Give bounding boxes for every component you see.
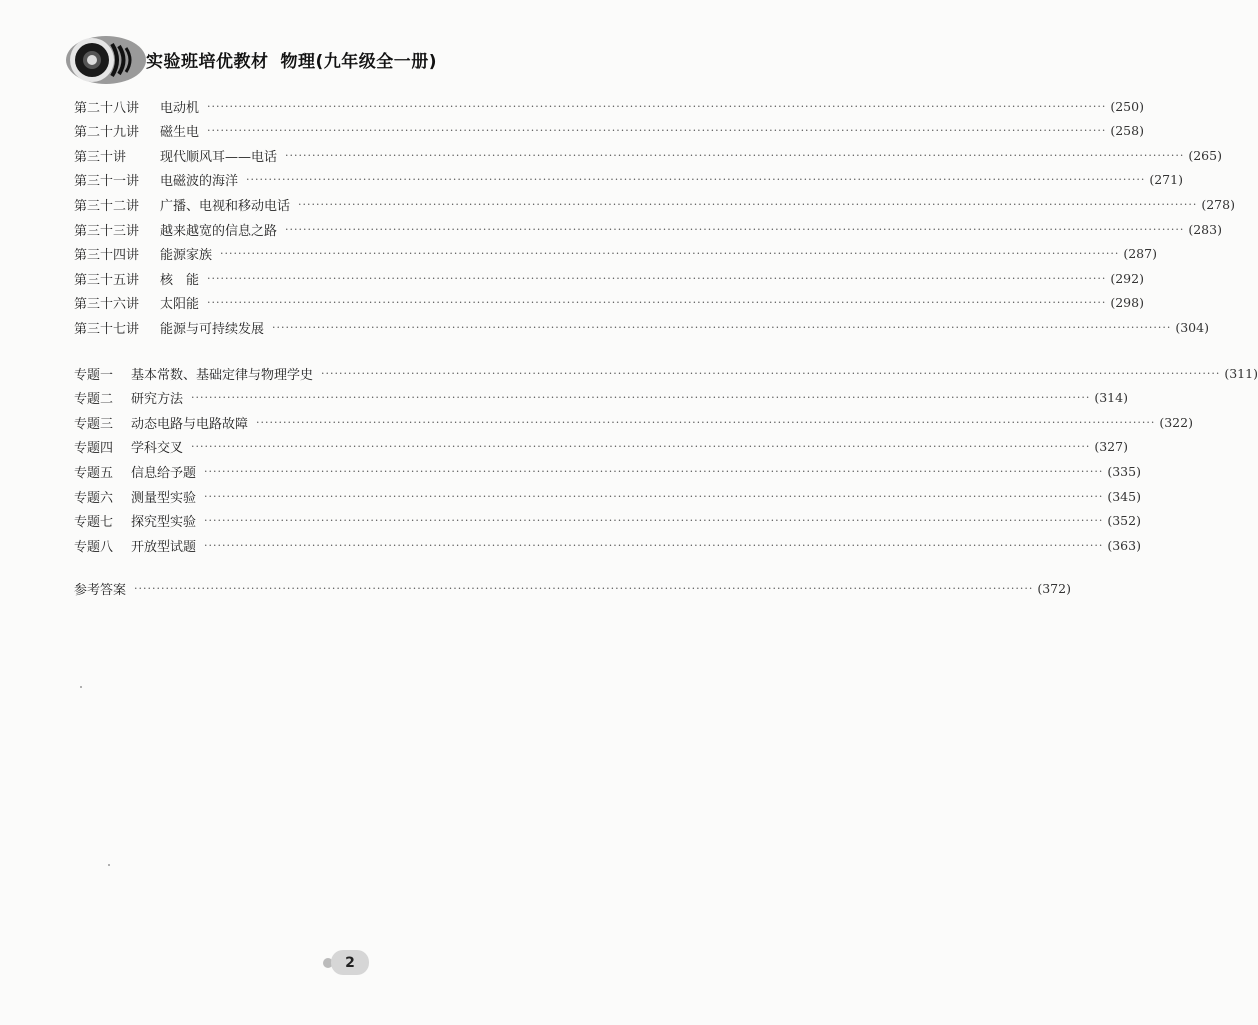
scan-speck [80, 686, 82, 688]
subject-title: 物理(九年级全一册) [280, 52, 438, 72]
toc-entry-label: 第三十讲 [74, 149, 127, 165]
toc-entry-page: (372) [1037, 580, 1071, 596]
dot-leader: ········································································································································································································ [204, 538, 1104, 552]
toc-entry-page: (352) [1107, 513, 1141, 529]
toc-entry-page: (258) [1110, 123, 1144, 139]
dot-leader: ········································································································································································································ [220, 247, 1120, 261]
toc-entry-label: 专题八 [74, 539, 114, 555]
toc-entry-title: 太阳能 [160, 297, 200, 313]
page-number-badge: 2 [331, 950, 369, 975]
toc-entry-label: 专题四 [74, 441, 114, 457]
toc-entry-page: (271) [1149, 172, 1183, 188]
toc-lecture-entry [74, 145, 1222, 165]
toc-entry-title: 动态电路与电路故障 [131, 416, 249, 432]
dot-leader: ········································································································································································································ [134, 581, 1034, 595]
toc-entry-label: 第二十八讲 [74, 100, 140, 116]
toc-lecture-entry [74, 268, 1144, 288]
toc-entry-page: (283) [1188, 221, 1222, 237]
scan-speck [108, 864, 110, 866]
dot-leader: ········································································································································································································ [207, 124, 1107, 138]
toc-entry-page: (327) [1094, 439, 1128, 455]
toc-entry-title: 参考答案 [74, 582, 127, 598]
toc-entry-label: 第三十六讲 [74, 297, 140, 313]
dot-leader: ········································································································································································································ [272, 320, 1172, 334]
toc-entry-label: 第三十三讲 [74, 223, 140, 239]
toc-entry-title: 能源与可持续发展 [160, 321, 265, 337]
toc-topic-entry [74, 535, 1141, 555]
toc-lecture-entry [74, 244, 1157, 264]
toc-entry-title: 电动机 [160, 100, 200, 116]
dot-leader: ········································································································································································································ [285, 148, 1185, 162]
dot-leader: ········································································································································································································ [246, 173, 1146, 187]
toc-entry-title: 越来越宽的信息之路 [160, 223, 278, 239]
toc-entry-title: 电磁波的海洋 [160, 174, 239, 190]
dot-leader: ········································································································································································································ [204, 489, 1104, 503]
toc-topic-entry [74, 363, 1258, 383]
dot-leader: ········································································································································································································ [191, 440, 1091, 454]
header-title [146, 47, 437, 72]
toc-entry-label: 专题六 [74, 490, 114, 506]
toc-entry-label: 专题三 [74, 416, 114, 432]
dot-leader: ········································································································································································································ [321, 366, 1221, 380]
toc-lecture-entry [74, 170, 1183, 190]
toc-entry-title: 核 能 [160, 272, 200, 288]
dot-leader: ········································································································································································································ [207, 271, 1107, 285]
toc-entry-label: 第三十一讲 [74, 174, 140, 190]
toc-entry-page: (265) [1188, 147, 1222, 163]
series-title: 实验班培优教材 [146, 52, 269, 72]
toc-entry-title: 能源家族 [160, 248, 213, 264]
toc-lecture-entry [74, 194, 1235, 214]
toc-lecture-entry [74, 293, 1144, 313]
toc-topic-entry [74, 412, 1193, 432]
toc-entry-page: (314) [1094, 390, 1128, 406]
toc-entry-label: 第三十四讲 [74, 248, 140, 264]
toc-entry-page: (250) [1110, 98, 1144, 114]
toc-entry-title: 探究型实验 [131, 515, 197, 531]
toc-entry-page: (311) [1224, 365, 1258, 381]
toc-entry-page: (304) [1175, 319, 1209, 335]
toc-entry-page: (298) [1110, 295, 1144, 311]
toc-entry-title: 磁生电 [160, 125, 200, 141]
dot-leader: ········································································································································································································ [298, 197, 1198, 211]
toc-entry-page: (287) [1123, 246, 1157, 262]
dot-leader: ········································································································································································································ [285, 222, 1185, 236]
dot-leader: ········································································································································································································ [207, 296, 1107, 310]
dot-leader: ········································································································································································································ [256, 415, 1156, 429]
toc-answers-entry [74, 578, 1071, 598]
toc-entry-title: 广播、电视和移动电话 [160, 198, 291, 214]
toc-entry-page: (345) [1107, 488, 1141, 504]
toc-entry-page: (278) [1201, 196, 1235, 212]
dot-leader: ········································································································································································································ [204, 464, 1104, 478]
toc-entry-page: (322) [1159, 414, 1193, 430]
toc-entry-title: 现代顺风耳——电话 [160, 149, 278, 165]
toc-lecture-entry [74, 121, 1144, 141]
toc-entry-label: 专题一 [74, 367, 114, 383]
toc-lecture-entry [74, 219, 1222, 239]
toc-topic-entry [74, 461, 1141, 481]
toc-topic-entry [74, 511, 1141, 531]
toc-entry-label: 第二十九讲 [74, 125, 140, 141]
toc-entry-title: 学科交叉 [131, 441, 184, 457]
toc-topic-entry [74, 388, 1128, 408]
toc-entry-title: 研究方法 [131, 392, 184, 408]
toc-entry-label: 专题五 [74, 465, 114, 481]
page-number [323, 950, 371, 975]
toc-entry-label: 第三十五讲 [74, 272, 140, 288]
toc-lecture-entry [74, 96, 1144, 116]
toc-entry-page: (363) [1107, 537, 1141, 553]
running-header [64, 30, 444, 94]
disc-logo-icon [64, 30, 154, 94]
toc-entry-page: (292) [1110, 270, 1144, 286]
toc-lecture-entry [74, 317, 1209, 337]
toc-entry-page: (335) [1107, 463, 1141, 479]
dot-leader: ········································································································································································································ [191, 391, 1091, 405]
toc-entry-title: 测量型实验 [131, 490, 197, 506]
toc-entry-label: 专题二 [74, 392, 114, 408]
toc-entry-title: 开放型试题 [131, 539, 197, 555]
toc-entry-title: 信息给予题 [131, 465, 197, 481]
toc-entry-title: 基本常数、基础定律与物理学史 [131, 367, 314, 383]
toc-entry-label: 第三十七讲 [74, 321, 140, 337]
toc-entry-label: 专题七 [74, 515, 114, 531]
toc-entry-label: 第三十二讲 [74, 198, 140, 214]
dot-leader: ········································································································································································································ [207, 99, 1107, 113]
toc-topic-entry [74, 437, 1128, 457]
toc-topic-entry [74, 486, 1141, 506]
dot-leader: ········································································································································································································ [204, 514, 1104, 528]
